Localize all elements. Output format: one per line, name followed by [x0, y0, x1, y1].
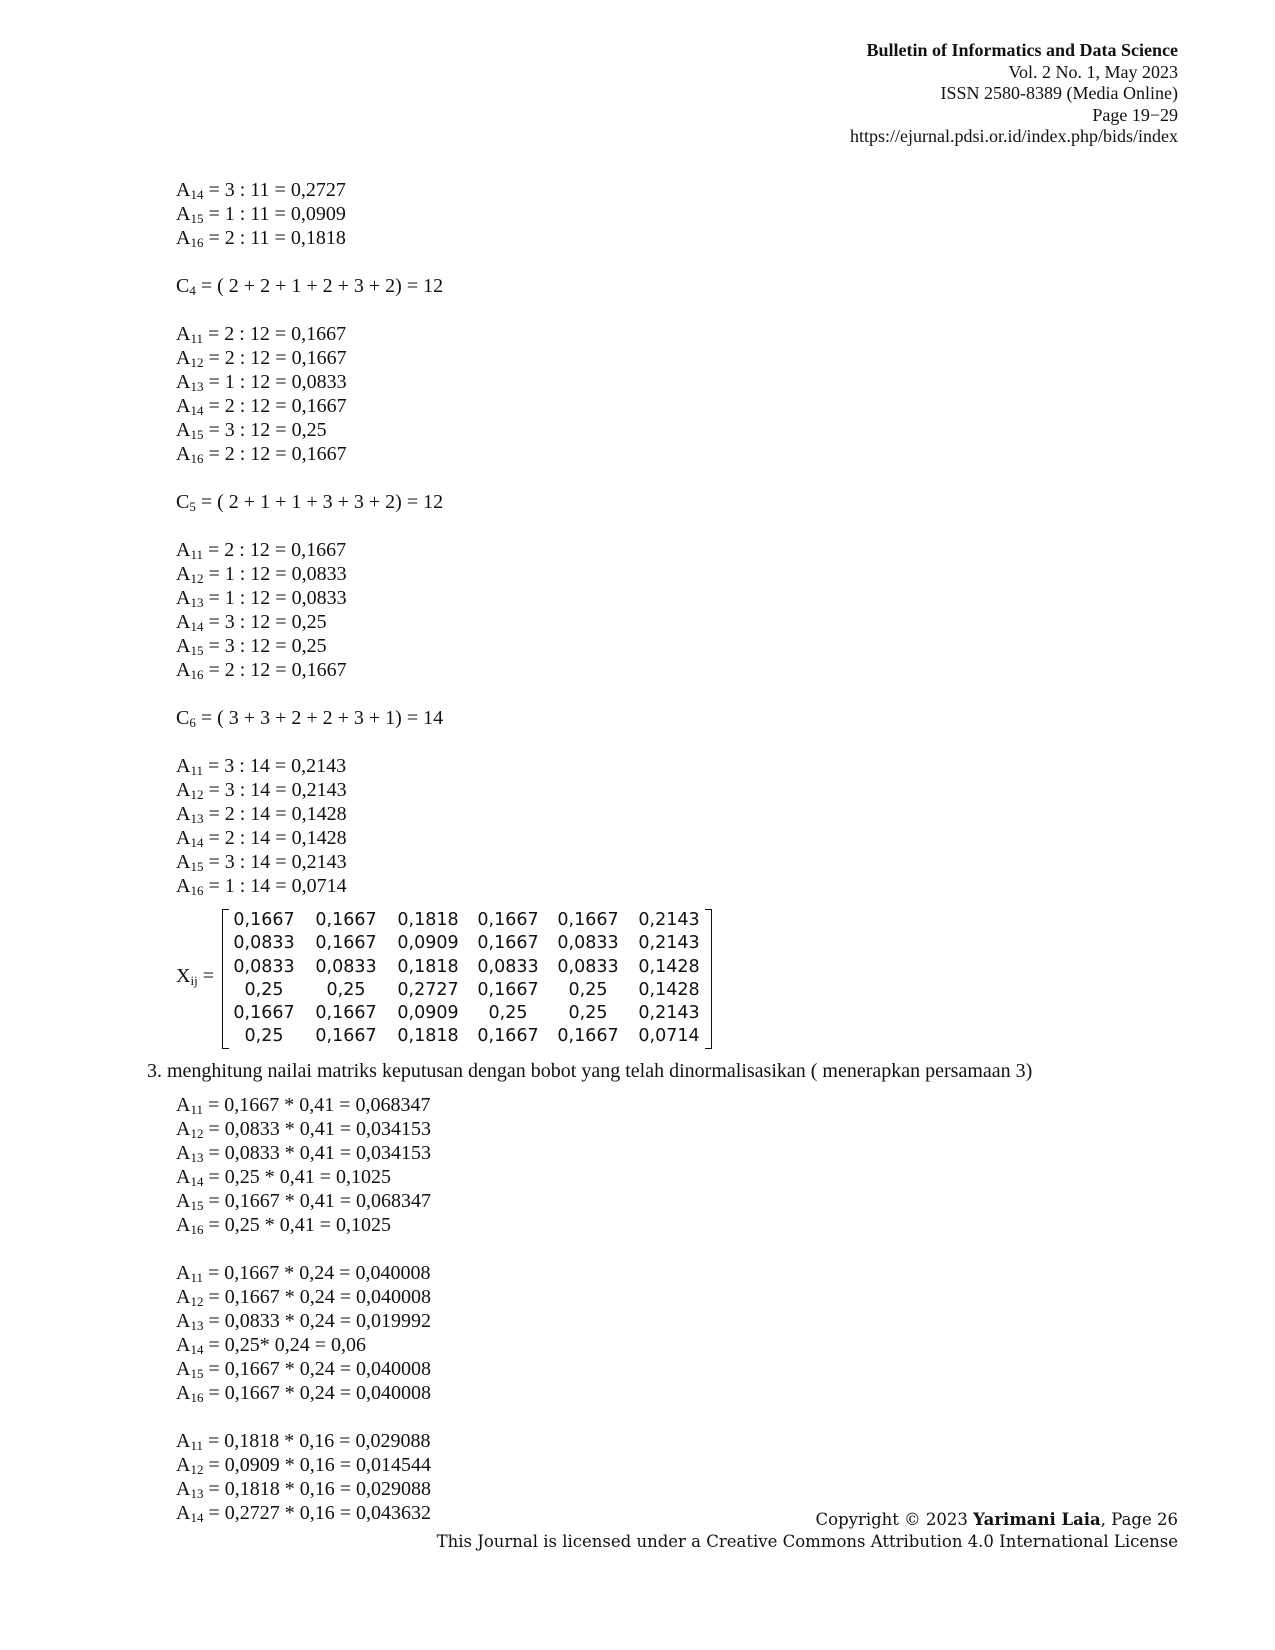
matrix-cell: 0,1428: [638, 956, 700, 977]
matrix-cell: 0,1818: [397, 910, 459, 930]
equation-line: $A_{13} = 1$ : 12 = 0,0833: [176, 371, 347, 394]
equation-line: $A_{15} = 3$ : 12 = 0,25: [176, 635, 327, 658]
equation-line: $A_{13} = 0,1818 * 0,16 = 0,029088$: [176, 1478, 432, 1501]
equation-line: $A_{15} = 3$ : 14 = 0,2143: [176, 851, 347, 874]
equation-line: $A_{11} = 2$ : 12 = 0,1667: [176, 323, 347, 346]
matrix-cell: 0,0714: [638, 1026, 700, 1047]
matrix-cell: 0,1667: [315, 1026, 377, 1047]
matrix-cell: 0,25: [326, 979, 366, 1000]
equation-line: $A_{14} = 0,25*$ 0,24 = 0,06: [176, 1334, 367, 1357]
equation-line: $A_{12} = 1$ : 12 = 0,0833: [176, 563, 347, 586]
equation-line: $A_{16} = 0,25 * 0,41 = 0,1025$: [176, 1214, 392, 1237]
equation-line: $A_{16} = 0,1667 * 0,24 = 0,040008$: [176, 1382, 432, 1405]
equation-line: $A_{14} = 0,25 * 0,41 = 0,1025$: [176, 1166, 392, 1189]
matrix-cell: 0,1818: [397, 956, 459, 977]
matrix-cell: 0,1818: [397, 1026, 459, 1047]
equation-line: $C_5$ = ( 2 + 1 + 1 + 3 + 3 + 2) = 12: [176, 491, 444, 514]
matrix-xij: [222, 909, 712, 1049]
matrix-cell: 0,1667: [477, 933, 539, 954]
equation-line: $A_{15} = 3$ : 12 = 0,25: [176, 419, 327, 442]
page-footer: [437, 1509, 1178, 1553]
matrix-cell: 0,1667: [477, 910, 539, 930]
journal-pages: Page 19−29: [1092, 104, 1178, 125]
matrix-cell: 0,1667: [477, 1026, 539, 1047]
equation-line: $A_{15} = 0,1667 * 0,41 = 0,068347$: [176, 1190, 432, 1213]
matrix-row: [223, 909, 711, 932]
running-header: [850, 40, 1178, 148]
matrix-cell: 0,1667: [315, 933, 377, 954]
matrix-cell: 0,1667: [557, 910, 619, 930]
equation-line: $A_{14} = 0,2727 * 0,16 = 0,043632$: [176, 1502, 432, 1525]
equation-line: $A_{12} = 0,0909 * 0,16 = 0,014544$: [176, 1454, 432, 1477]
matrix-row: [223, 932, 711, 955]
journal-volume: Vol. 2 No. 1, May 2023: [1008, 61, 1178, 82]
matrix-cell: 0,1667: [557, 1026, 619, 1047]
equation-line: $A_{14} = 2$ : 12 = 0,1667: [176, 395, 347, 418]
matrix-cell: 0,1667: [233, 1003, 295, 1024]
copyright-line: Copyright © 2023 Yarimani Laia, Page 26: [815, 1510, 1178, 1529]
matrix-row: [223, 1002, 711, 1025]
equation-line: $C_6$ = ( 3 + 3 + 2 + 2 + 3 + 1) = 14: [176, 707, 444, 730]
page-body: [147, 178, 1176, 1525]
matrix-row: [223, 1025, 711, 1048]
matrix-cell: 0,1667: [315, 910, 377, 930]
matrix-cell: 0,1428: [638, 979, 700, 1000]
matrix-cell: 0,2143: [638, 933, 700, 954]
equation-line: $A_{14} = 2$ : 14 = 0,1428: [176, 827, 347, 850]
journal-title: Bulletin of Informatics and Data Science: [866, 40, 1178, 60]
step-3-heading: 3. menghitung nailai matriks keputusan dengan bobot yang telah dinormalisasikan ( menerapkan persamaan 3): [147, 1060, 1033, 1082]
equation-line: $A_{12} = 2$ : 12 = 0,1667: [176, 347, 347, 370]
matrix-row: [223, 956, 711, 979]
equation-line: $A_{15} = 0,1667 * 0,24 = 0,040008$: [176, 1358, 432, 1381]
matrix-cell: 0,0833: [233, 956, 295, 977]
equation-line: $A_{16} = 2$ : 12 = 0,1667: [176, 443, 347, 466]
equation-line: $A_{11} = 0,1667 * 0,24 = 0,040008$: [176, 1262, 431, 1285]
journal-issn: ISSN 2580-8389 (Media Online): [940, 83, 1178, 103]
equation-line: $A_{14} = 3$ : 12 = 0,25: [176, 611, 327, 634]
matrix-cell: 0,1667: [233, 910, 295, 930]
matrix-cell: 0,0909: [397, 933, 459, 954]
equation-blocks-normalization: [176, 178, 1176, 898]
equation-line: $A_{11} = 0,1667 * 0,41 = 0,068347$: [176, 1094, 431, 1117]
matrix-cell: 0,1667: [477, 979, 539, 1000]
equation-line: $C_4$ = ( 2 + 2 + 1 + 2 + 3 + 2) = 12: [176, 275, 444, 298]
license-line: This Journal is licensed under a Creative Commons Attribution 4.0 International License: [436, 1532, 1178, 1551]
author-name: Yarimani Laia: [973, 1510, 1101, 1529]
equation-line: $A_{12} = 3$ : 14 = 0,2143: [176, 779, 347, 802]
matrix-cell: 0,0833: [557, 933, 619, 954]
matrix-cell: 0,0833: [477, 956, 539, 977]
normalized-matrix-equation: [176, 909, 1176, 1049]
equation-line: $A_{11} = 0,1818 * 0,16 = 0,029088$: [176, 1430, 431, 1453]
equation-blocks-weighted: [176, 1093, 1176, 1525]
equation-line: $A_{13} = 0,0833 * 0,24 = 0,019992$: [176, 1310, 432, 1333]
matrix-cell: 0,0833: [315, 956, 377, 977]
equation-line: $A_{16} = 1$ : 14 = 0,0714: [176, 875, 347, 898]
equation-line: $A_{16} = 2$ : 11 = 0,1818: [176, 227, 346, 250]
matrix-cell: 0,2143: [638, 1003, 700, 1024]
matrix-cell: 0,2727: [397, 979, 459, 1000]
equation-line: $A_{11} = 2$ : 12 = 0,1667: [176, 539, 347, 562]
equation-line: $A_{11} = 3$ : 14 = 0,2143: [176, 755, 347, 778]
matrix-cell: 0,1667: [315, 1003, 377, 1024]
matrix-cell: 0,0833: [557, 956, 619, 977]
journal-url: https://ejurnal.pdsi.or.id/index.php/bids/index: [850, 126, 1178, 146]
equation-line: $A_{13} = 0,0833 * 0,41 = 0,034153$: [176, 1142, 432, 1165]
matrix-cell: 0,25: [244, 979, 284, 1000]
equation-line: $A_{13} = 1$ : 12 = 0,0833: [176, 587, 347, 610]
matrix-cell: 0,0909: [397, 1003, 459, 1024]
equation-line: $A_{15} = 1$ : 11 = 0,0909: [176, 203, 346, 226]
equation-line: $A_{16} = 2$ : 12 = 0,1667: [176, 659, 347, 682]
matrix-cell: 0,2143: [638, 910, 700, 930]
equation-line: $A_{12} = 0,1667 * 0,24 = 0,040008$: [176, 1286, 432, 1309]
matrix-row: [223, 979, 711, 1002]
equation-line: $A_{14} = 3$ : 11 = 0,2727: [176, 179, 346, 202]
matrix-cell: 0,25: [488, 1003, 528, 1024]
matrix-cell: 0,25: [568, 1003, 608, 1024]
matrix-label: $X_{ij}$ =: [176, 965, 214, 988]
matrix-cell: 0,0833: [233, 933, 295, 954]
equation-line: $A_{12} = 0,0833 * 0,41 = 0,034153$: [176, 1118, 432, 1141]
matrix-cell: 0,25: [568, 979, 608, 1000]
equation-line: $A_{13} = 2$ : 14 = 0,1428: [176, 803, 347, 826]
matrix-cell: 0,25: [244, 1026, 284, 1047]
